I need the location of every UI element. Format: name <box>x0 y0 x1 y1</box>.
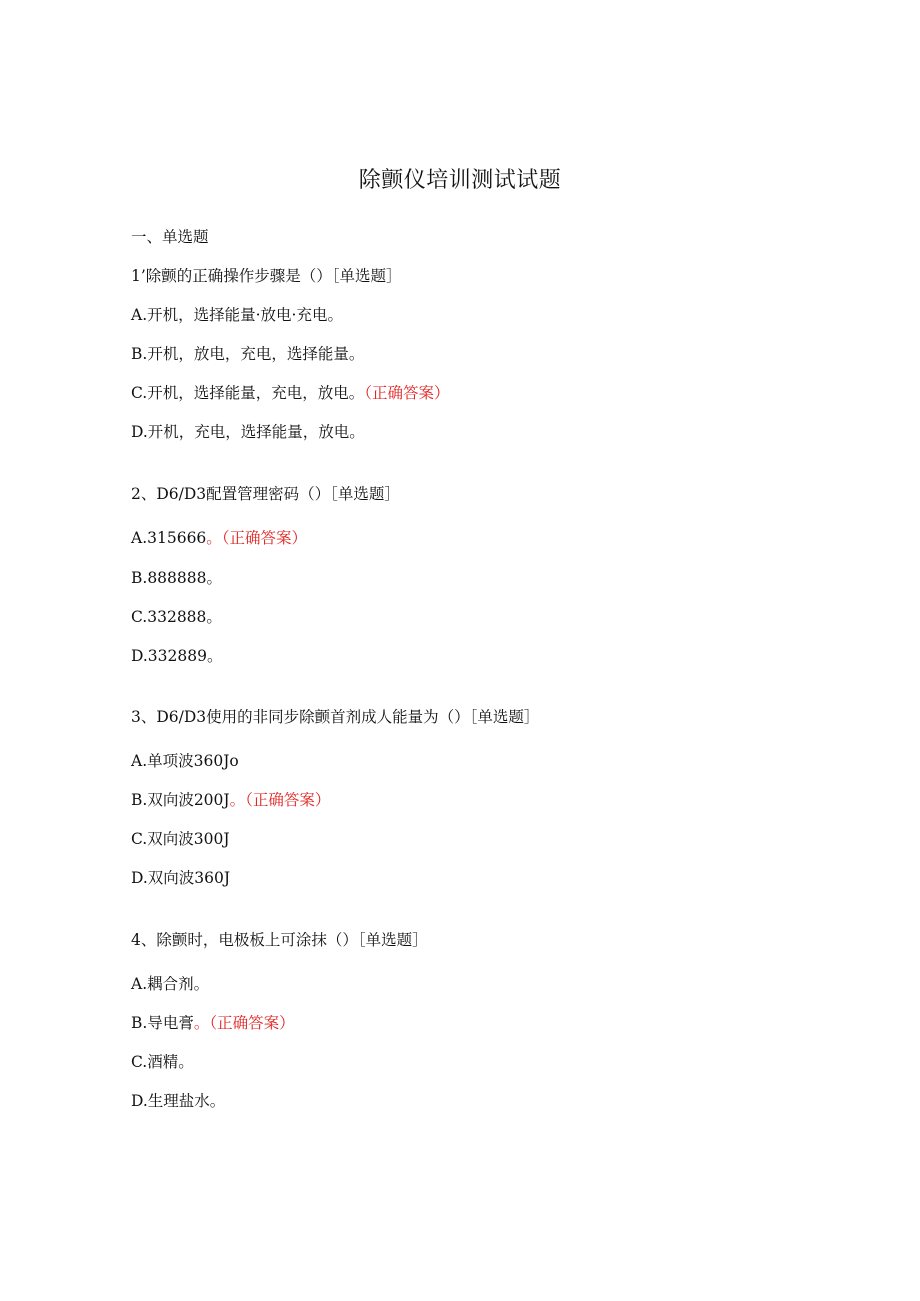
question-4-option-b <box>131 1012 295 1034</box>
question-1-stem: 1’除颤的正确操作步骤是（）［单选题］ <box>131 267 402 285</box>
question-3-option-a <box>131 750 239 772</box>
option-text: C.332888。 <box>131 608 222 626</box>
option-text: B.开机，放电，充电，选择能量。 <box>131 345 365 363</box>
option-text: D.332889。 <box>131 647 223 665</box>
document-title: 除颤仪培训测试试题 <box>358 168 562 193</box>
question-3-stem: 3、D6/D3使用的非同步除颤首剂成人能量为（）［单选题］ <box>131 708 540 726</box>
option-text: C.双向波300J <box>131 830 230 848</box>
option-text: A.315666 <box>131 529 207 547</box>
option-text: B.双向波200J <box>131 791 230 809</box>
question-2-option-b <box>131 567 222 589</box>
question-1-option-d <box>131 421 365 443</box>
option-text: B.888888。 <box>131 569 222 587</box>
option-text: B.导电膏 <box>131 1014 194 1032</box>
option-text: A.开机，选择能量·放电·充电。 <box>131 306 343 324</box>
question-4-option-c <box>131 1051 194 1073</box>
question-2-stem: 2、D6/D3配置管理密码（）［单选题］ <box>131 485 400 503</box>
correct-answer-mark: （正确答案） <box>364 384 450 402</box>
question-3-option-c <box>131 828 230 850</box>
question-3-option-d <box>131 867 230 889</box>
section-heading: 一、单选题 <box>131 228 209 246</box>
correct-answer-mark: 。（正确答案） <box>193 1014 295 1032</box>
question-2-option-a <box>131 527 307 549</box>
option-text: D.生理盐水。 <box>131 1092 226 1110</box>
question-1-option-b <box>131 343 364 365</box>
question-4-stem: 4、除颤时，电极板上可涂抹（）［单选题］ <box>131 931 428 949</box>
option-text: A.耦合剂。 <box>131 975 210 993</box>
question-4-option-a <box>131 973 209 995</box>
option-text: D.开机，充电，选择能量，放电。 <box>131 423 365 441</box>
option-text: C.开机，选择能量，充电，放电。 <box>131 384 365 402</box>
correct-answer-mark: 。（正确答案） <box>206 529 308 547</box>
question-2-option-d <box>131 645 222 667</box>
question-4-option-d <box>131 1090 225 1112</box>
option-text: D.双向波360J <box>131 869 231 887</box>
correct-answer-mark: 。（正确答案） <box>229 791 331 809</box>
question-1-option-c <box>131 382 450 404</box>
question-1-option-a <box>131 304 343 326</box>
question-3-option-b <box>131 789 330 811</box>
question-2-option-c <box>131 606 222 628</box>
option-text: C.酒精。 <box>131 1053 194 1071</box>
option-text: A.单项波360Jo <box>131 752 239 770</box>
